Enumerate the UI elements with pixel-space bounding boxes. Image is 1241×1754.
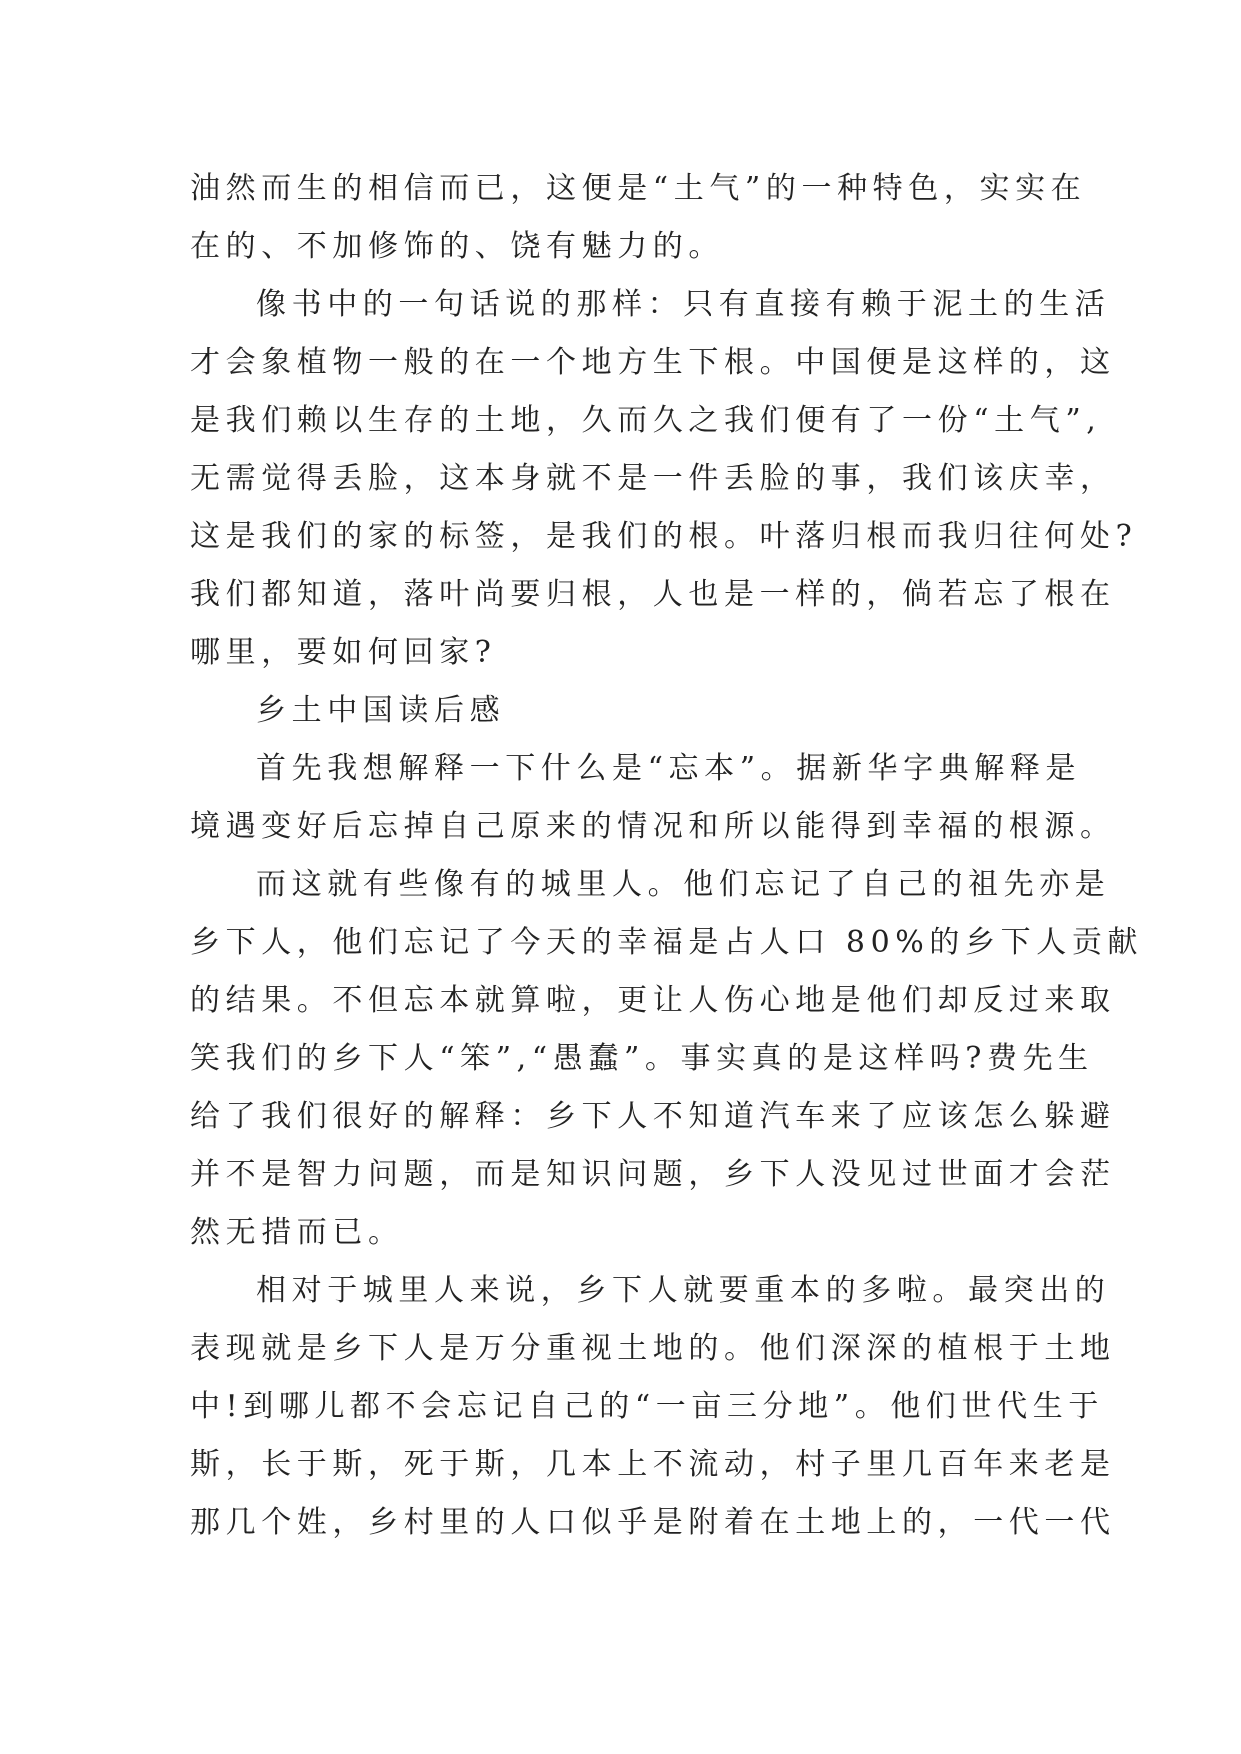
text-line: 相对于城里人来说，乡下人就要重本的多啦。最突出的 [256, 1273, 1111, 1308]
text-line: 中!到哪儿都不会忘记自己的“一亩三分地”。他们世代生于 [190, 1389, 1104, 1424]
text-line: 我们都知道，落叶尚要归根，人也是一样的，倘若忘了根在 [190, 577, 1116, 612]
text-line: 境遇变好后忘掉自己原来的情况和所以能得到幸福的根源。 [190, 809, 1116, 844]
text-line: 的结果。不但忘本就算啦，更让人伤心地是他们却反过来取 [190, 983, 1116, 1018]
text-line: 哪里，要如何回家? [190, 635, 497, 670]
section-title: 乡土中国读后感 [256, 693, 506, 728]
text-line: 是我们赖以生存的土地，久而久之我们便有了一份“土气”, [190, 403, 1102, 438]
text-line: 乡下人，他们忘记了今天的幸福是占人口 80%的乡下人贡献 [190, 925, 1144, 960]
text-line: 而这就有些像有的城里人。他们忘记了自己的祖先亦是 [256, 867, 1111, 902]
text-line: 笑我们的乡下人“笨”,“愚蠢”。事实真的是这样吗?费先生 [190, 1041, 1094, 1076]
text-line: 斯，长于斯，死于斯，几本上不流动，村子里几百年来老是 [190, 1447, 1116, 1482]
text-line: 然无措而已。 [190, 1215, 404, 1250]
text-line: 首先我想解释一下什么是“忘本”。据新华字典解释是 [256, 751, 1082, 786]
text-line: 并不是智力问题，而是知识问题，乡下人没见过世面才会茫 [190, 1157, 1116, 1192]
body-text [190, 160, 1144, 1552]
text-line: 油然而生的相信而已，这便是“土气”的一种特色，实实在 [190, 171, 1087, 206]
text-line: 在的、不加修饰的、饶有魅力的。 [190, 229, 724, 264]
text-line: 给了我们很好的解释：乡下人不知道汽车来了应该怎么躲避 [190, 1099, 1116, 1134]
text-line: 才会象植物一般的在一个地方生下根。中国便是这样的，这 [190, 345, 1116, 380]
text-line: 表现就是乡下人是万分重视土地的。他们深深的植根于土地 [190, 1331, 1116, 1366]
text-line: 那几个姓，乡村里的人口似乎是附着在土地上的，一代一代 [190, 1505, 1116, 1540]
text-line: 像书中的一句话说的那样：只有直接有赖于泥土的生活 [256, 287, 1111, 322]
text-line: 无需觉得丢脸，这本身就不是一件丢脸的事，我们该庆幸， [190, 461, 1116, 496]
text-line: 这是我们的家的标签，是我们的根。叶落归根而我归往何处? [190, 519, 1138, 554]
